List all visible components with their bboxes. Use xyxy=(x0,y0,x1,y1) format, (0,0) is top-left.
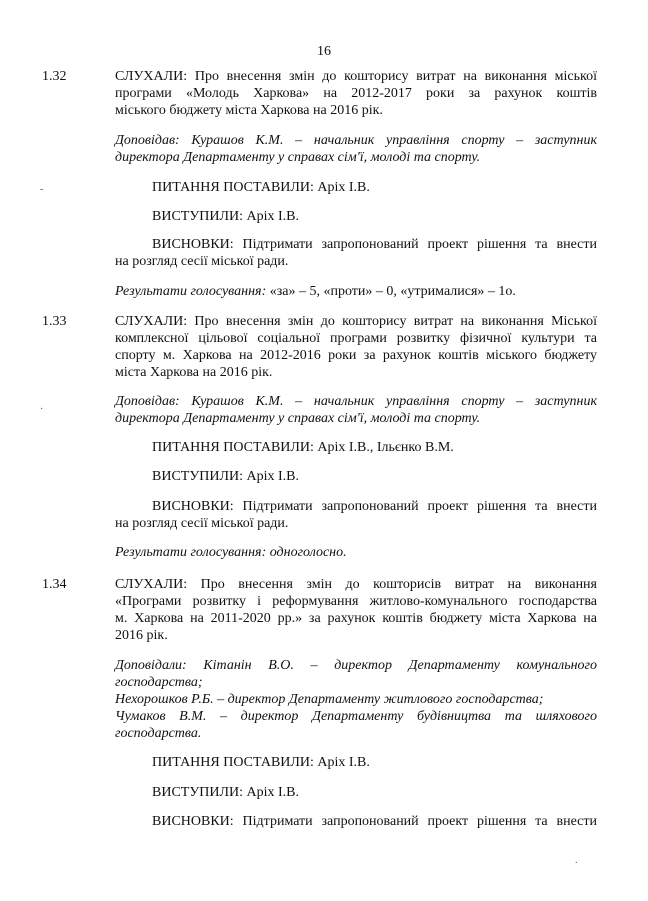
speaker-line: господарства. xyxy=(115,726,202,741)
heard-line: комплексної цільової соціальної програми розвитку фізичної культури та xyxy=(115,331,597,346)
heard-paragraph xyxy=(115,313,597,381)
vote-label: Результати голосування: xyxy=(115,545,267,560)
speaker-paragraph xyxy=(115,132,597,166)
item-number: 1.32 xyxy=(42,69,67,84)
heard-line: Про внесення змін до кошторису витрат на виконання Міської xyxy=(187,314,597,329)
page-number: 16 xyxy=(317,44,331,59)
vote-result xyxy=(115,283,597,300)
speakers-line: ВИСТУПИЛИ: Аріх І.В. xyxy=(152,469,299,484)
heard-line: «Програми розвитку і реформування житлово-комунального господарства xyxy=(115,594,597,609)
conclusions-line: на розгляд сесії міської ради. xyxy=(115,516,289,531)
heard-line: програми «Молодь Харкова» на 2012-2017 роки за рахунок коштів xyxy=(115,86,597,101)
speaker-line: Доповідали: Кітанін В.О. – директор Департаменту комунального xyxy=(115,658,597,673)
heard-label: СЛУХАЛИ: xyxy=(115,577,188,592)
heard-paragraph xyxy=(115,68,597,119)
questions-line: ПИТАННЯ ПОСТАВИЛИ: Аріх І.В., Ільєнко В.М. xyxy=(152,440,454,455)
vote-label: Результати голосування: xyxy=(115,284,267,299)
heard-line: міста Харкова на 2016 рік. xyxy=(115,365,273,380)
conclusions-line: ВИСНОВКИ: Підтримати запропонований проект рішення та внести xyxy=(152,499,597,514)
speaker-line: директора Департаменту у справах сім'ї, молоді та спорту. xyxy=(115,150,481,165)
heard-label: СЛУХАЛИ: xyxy=(115,314,188,329)
heard-label: СЛУХАЛИ: xyxy=(115,69,188,84)
item-number: 1.33 xyxy=(42,314,67,329)
heard-line: Про внесення змін до кошторисів витрат на виконання xyxy=(187,577,597,592)
speaker-line: Чумаков В.М. – директор Департаменту будівництва та шляхового xyxy=(115,709,597,724)
heard-line: спорту м. Харкова на 2012-2016 роки за рахунок коштів міського бюджету xyxy=(115,348,597,363)
speaker-line: господарства; xyxy=(115,675,203,690)
questions-line: ПИТАННЯ ПОСТАВИЛИ: Аріх І.В. xyxy=(152,180,370,195)
vote-text: одноголосно. xyxy=(266,545,347,560)
heard-paragraph xyxy=(115,576,597,644)
conclusions-line: ВИСНОВКИ: Підтримати запропонований проект рішення та внести xyxy=(152,237,597,252)
questions-line: ПИТАННЯ ПОСТАВИЛИ: Аріх І.В. xyxy=(152,755,370,770)
margin-mark: . xyxy=(575,855,578,866)
heard-line: м. Харкова на 2011-2020 рр.» за рахунок коштів бюджету міста Харкова на xyxy=(115,611,597,626)
speakers-line: ВИСТУПИЛИ: Аріх І.В. xyxy=(152,785,299,800)
vote-result xyxy=(115,544,597,561)
speaker-line: Доповідав: Курашов К.М. – начальник управління спорту – заступник xyxy=(115,133,597,148)
speaker-line: Доповідав: Курашов К.М. – начальник управління спорту – заступник xyxy=(115,394,597,409)
speakers-line: ВИСТУПИЛИ: Аріх І.В. xyxy=(152,209,299,224)
heard-line: 2016 рік. xyxy=(115,628,168,643)
conclusions-paragraph xyxy=(115,498,597,532)
margin-mark: - xyxy=(40,184,44,195)
speaker-line: Нехорошков Р.Б. – директор Департаменту житлового господарства; xyxy=(115,692,544,707)
conclusions-paragraph xyxy=(115,813,597,830)
conclusions-paragraph xyxy=(115,236,597,270)
item-number: 1.34 xyxy=(42,577,67,592)
speaker-paragraph xyxy=(115,657,597,742)
vote-text: «за» – 5, «проти» – 0, «утрималися» – 1о. xyxy=(266,284,516,299)
speaker-paragraph xyxy=(115,393,597,427)
heard-line: Про внесення змін до кошторису витрат на виконання міської xyxy=(187,69,597,84)
conclusions-line: ВИСНОВКИ: Підтримати запропонований проект рішення та внести xyxy=(152,814,597,829)
speaker-line: директора Департаменту у справах сім'ї, молоді та спорту. xyxy=(115,411,481,426)
heard-line: міського бюджету міста Харкова на 2016 рік. xyxy=(115,103,383,118)
conclusions-line: на розгляд сесії міської ради. xyxy=(115,254,289,269)
margin-mark: · xyxy=(40,404,44,415)
